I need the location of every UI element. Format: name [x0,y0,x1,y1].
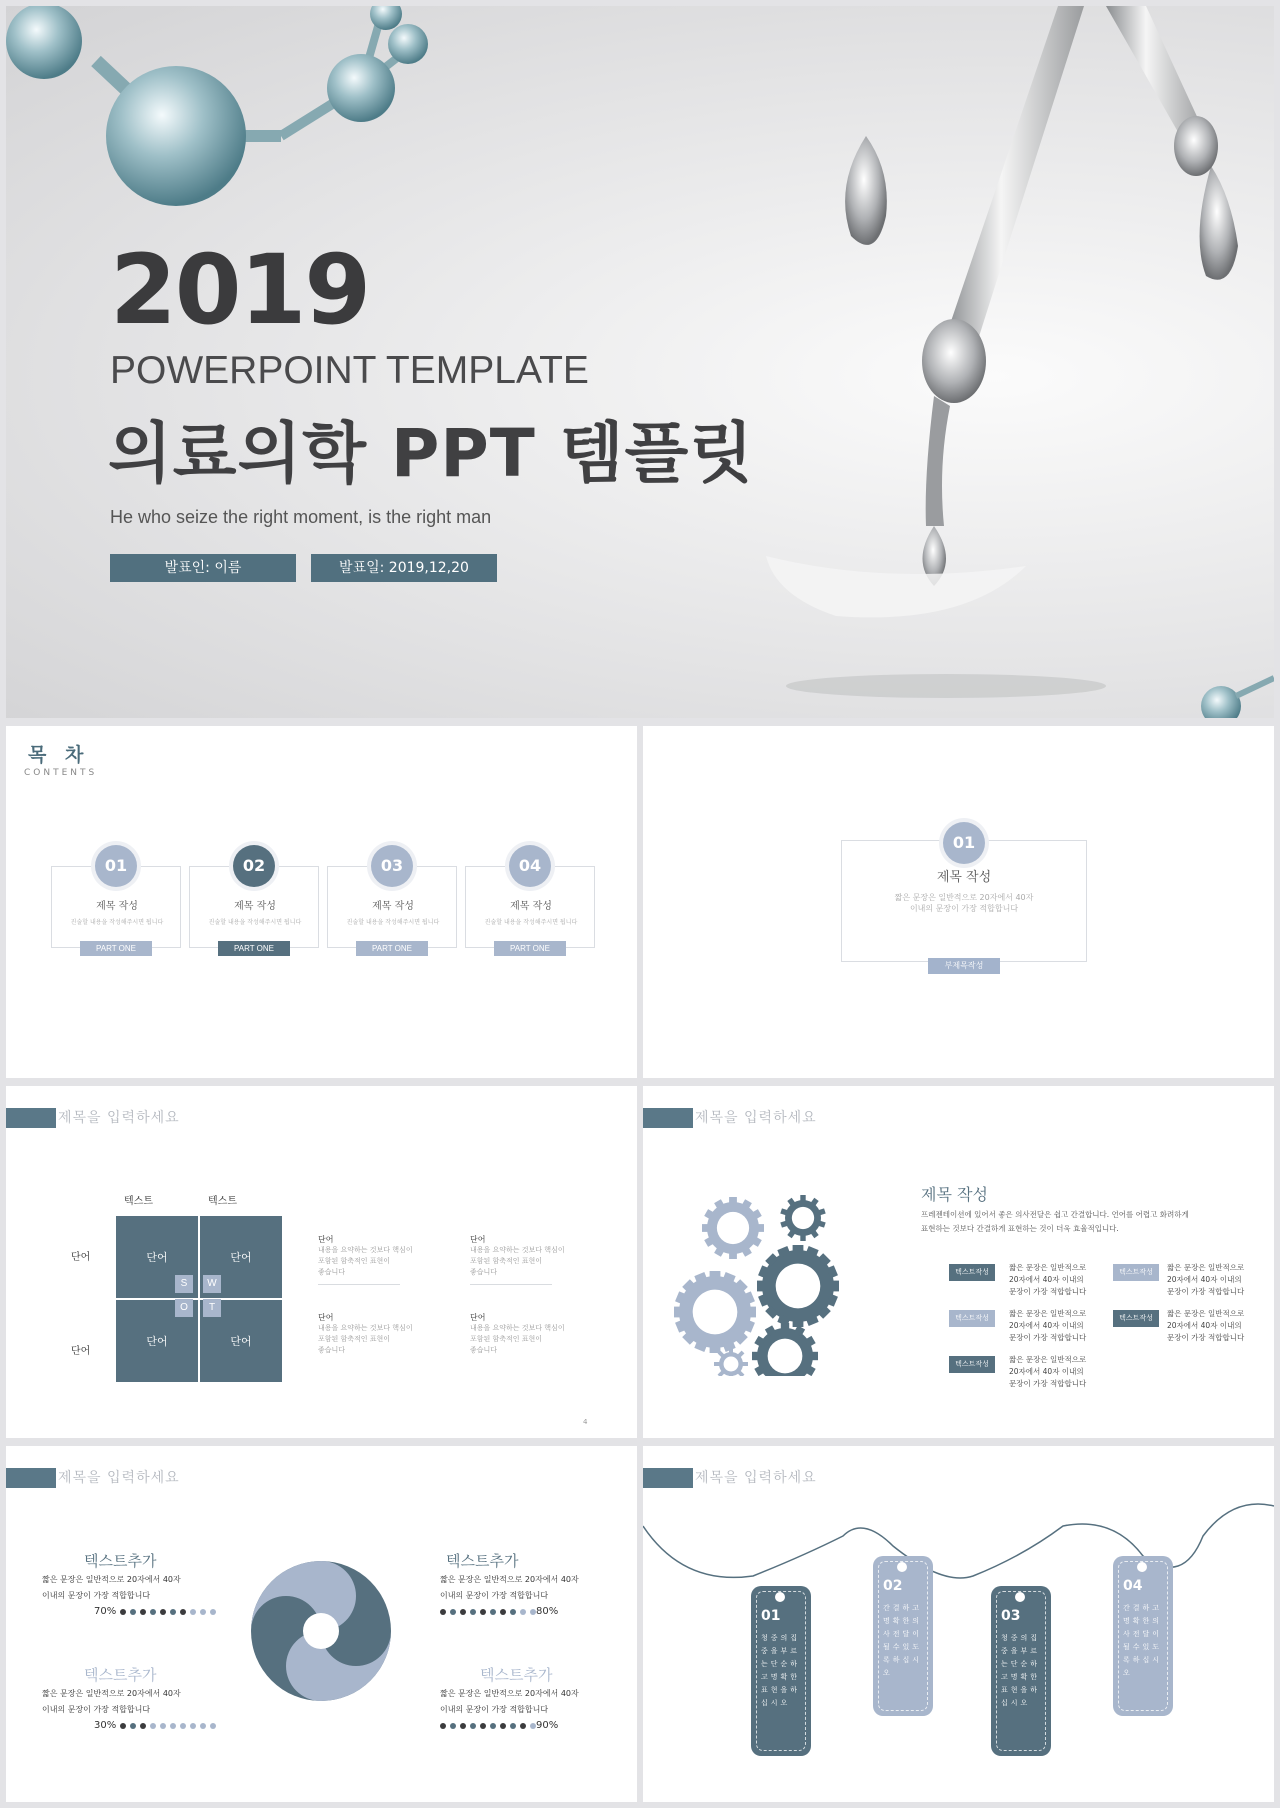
meter-dot [150,1723,156,1729]
card-title: 제목 작성 [96,901,138,912]
gears-desc [921,1208,1221,1236]
item-line: 문장이 가장 적합합니다 [1009,1333,1087,1342]
slide-title: 제목을 입력하세요 [695,1470,817,1486]
meter-dot [460,1609,466,1615]
meter-dot [130,1609,136,1615]
text-desc: 포함된 함축적인 표현이 [470,1335,543,1343]
item-line: 짧은 문장은 일반적으로 [1009,1263,1087,1272]
contents-title: 목 차 [28,744,90,766]
meter-dot [190,1609,196,1615]
percent-label: 90% [536,1720,559,1731]
feather-graphic [766,556,1026,617]
meter-dot [440,1609,446,1615]
meter-dot [190,1723,196,1729]
hero-tagline: He who seize the right moment, is the right man [110,507,492,527]
percent-label: 30% [94,1720,117,1731]
card-number: 04 [509,845,551,887]
text-tag: 텍스트작성 [949,1356,995,1373]
item-text [1167,1262,1259,1298]
divider [470,1284,552,1285]
item-line: 20자에서 40자 이내의 [1009,1321,1084,1330]
contents-slide [6,726,637,1078]
subtitle-button: 부제목작성 [928,958,1000,974]
item-line: 20자에서 40자 이내의 [1167,1321,1242,1330]
gear-icon [780,1195,825,1241]
meter-dot [180,1723,186,1729]
date-badge: 발표일: 2019,12,20 [311,554,497,582]
part-label: PART ONE [218,941,290,956]
meter-dot [510,1609,516,1615]
desc-line: 짧은 문장은 일반적으로 20자에서 40자 [42,1689,181,1698]
meter-dot [170,1723,176,1729]
dot-meter [120,1722,220,1730]
divider [318,1284,400,1285]
desc-line: 프레젠테이션에 있어서 좋은 의사전달은 쉽고 간결합니다. 언어를 어렵고 화려하게 [921,1210,1189,1219]
text-tag: 텍스트작성 [949,1264,995,1281]
text-title: 단어 [318,1313,334,1322]
swot-text-block [470,1234,580,1285]
swot-slide [6,1086,637,1438]
meter-dot [470,1723,476,1729]
meter-dot [530,1723,536,1729]
tag-number: 02 [883,1578,903,1594]
desc-line: 짧은 문장은 일반적으로 20자에서 40자 [440,1689,579,1698]
desc-line: 이내의 문장이 가장 적합합니다 [42,1591,151,1600]
text-tag: 텍스트작성 [949,1310,995,1327]
swot-cell: 단어 [116,1216,198,1298]
gear-icon [674,1271,756,1353]
item-line: 문장이 가장 적합합니다 [1009,1379,1087,1388]
percent-label: 80% [536,1606,559,1617]
desc-line: 이내의 문장이 가장 적합합니다 [440,1591,549,1600]
text-tag: 텍스트작성 [1113,1264,1159,1281]
section-number: 01 [943,822,985,864]
tag-text: 간결하고명확한의사전달이될수있도록하십시오 [1123,1604,1163,1677]
row-label: 단어 [71,1346,91,1357]
meter-dot [160,1609,166,1615]
item-text [1009,1262,1101,1298]
gear-icon [752,1323,818,1376]
tags-slide [643,1446,1274,1802]
item-line: 짧은 문장은 일반적으로 [1009,1355,1087,1364]
part-label: PART ONE [80,941,152,956]
item-line: 문장이 가장 적합합니다 [1009,1287,1087,1296]
card-desc: 진술할 내용을 작성해주시면 됩니다 [346,919,440,926]
desc-line: 이내의 문장이 가장 적합합니다 [440,1705,549,1714]
block-title: 텍스트추가 [446,1552,519,1570]
item-line: 문장이 가장 적합합니다 [1167,1333,1245,1342]
slide-title: 제목을 입력하세요 [58,1110,180,1126]
text-desc: 좋습니다 [470,1346,498,1354]
row-label: 단어 [71,1252,91,1263]
meter-dot [120,1609,126,1615]
tag-number: 01 [761,1608,781,1624]
block-desc [42,1572,242,1604]
text-title: 단어 [470,1313,486,1322]
section-desc-line: 짧은 문장은 일반적으로 20자에서 40자 [894,893,1034,902]
meter-dot [490,1723,496,1729]
molecule-graphic [6,6,428,206]
meter-dot [480,1723,486,1729]
hang-tag [1113,1556,1173,1716]
swot-text-block [470,1312,580,1356]
item-line: 20자에서 40자 이내의 [1167,1275,1242,1284]
swot-text-block [318,1234,428,1285]
section-title: 제목 작성 [936,870,992,885]
tag-number: 03 [1001,1608,1021,1624]
text-desc: 포함된 함축적인 표현이 [470,1257,543,1265]
gear-icon [702,1197,764,1259]
hero-title: 의료의학 PPT 템플릿 [108,415,755,492]
gears-graphic [673,1176,853,1376]
card-title: 제목 작성 [234,901,276,912]
meter-dot [120,1723,126,1729]
header-bar [643,1108,693,1128]
meter-dot [450,1723,456,1729]
hero-year: 2019 [110,234,370,346]
hero-subtitle: POWERPOINT TEMPLATE [110,349,589,392]
block-title: 텍스트추가 [480,1666,553,1684]
item-text [1009,1308,1101,1344]
hang-tag [873,1556,933,1716]
meter-dot [140,1609,146,1615]
block-desc [440,1686,637,1718]
meter-dot [170,1609,176,1615]
slide-title: 제목을 입력하세요 [695,1110,817,1126]
item-line: 문장이 가장 적합합니다 [1167,1287,1245,1296]
meter-dot [450,1609,456,1615]
meter-dot [520,1609,526,1615]
gear-icon [757,1245,839,1327]
text-desc: 내용을 요약하는 것보다 핵심이 [470,1324,565,1332]
swirl-graphic [246,1556,396,1706]
card-desc: 진술할 내용을 작성해주시면 됩니다 [70,919,164,926]
swot-letter: W [203,1275,221,1293]
card-desc: 진술할 내용을 작성해주시면 됩니다 [208,919,302,926]
desc-line: 이내의 문장이 가장 적합합니다 [42,1705,151,1714]
item-text [1009,1354,1101,1390]
block-desc [440,1572,637,1604]
card-title: 제목 작성 [510,901,552,912]
meter-dot [200,1609,206,1615]
card-number: 01 [95,845,137,887]
swot-letter: T [203,1299,221,1317]
text-desc: 내용을 요약하는 것보다 핵심이 [318,1324,413,1332]
card-title: 제목 작성 [372,901,414,912]
dropper-graphic [845,6,1238,586]
text-desc: 포함된 함축적인 표현이 [318,1257,391,1265]
gears-slide [643,1086,1274,1438]
text-desc: 내용을 요약하는 것보다 핵심이 [470,1246,565,1254]
text-tag: 텍스트작성 [1113,1310,1159,1327]
item-line: 20자에서 40자 이내의 [1009,1367,1084,1376]
swot-letter: O [175,1299,193,1317]
swot-text-block [318,1312,428,1356]
block-title: 텍스트추가 [84,1552,157,1570]
meter-dot [460,1723,466,1729]
text-title: 단어 [318,1235,334,1244]
part-label: PART ONE [494,941,566,956]
tag-text: 간결하고명확한의사전달이될수있도록하십시오 [883,1604,923,1677]
meter-dot [470,1609,476,1615]
meter-dot [480,1609,486,1615]
string-line [643,1446,1274,1802]
text-desc: 포함된 함축적인 표현이 [318,1335,391,1343]
item-line: 20자에서 40자 이내의 [1009,1275,1084,1284]
tag-text: 청중의집중을부르는단순하고명확한표현을하십시오 [1001,1634,1041,1707]
swot-cell: 단어 [200,1300,282,1382]
item-line: 짧은 문장은 일반적으로 [1167,1309,1245,1318]
card-number: 02 [233,845,275,887]
item-line: 짧은 문장은 일반적으로 [1009,1309,1087,1318]
header-bar [6,1108,56,1128]
text-desc: 좋습니다 [318,1346,346,1354]
slide-title: 제목을 입력하세요 [58,1470,180,1486]
meter-dot [140,1723,146,1729]
title-slide [6,6,1274,718]
column-label: 텍스트 [124,1196,153,1207]
swot-letter: S [175,1275,193,1293]
meter-dot [500,1609,506,1615]
tag-number: 04 [1123,1578,1143,1594]
item-text [1167,1308,1259,1344]
text-desc: 내용을 요약하는 것보다 핵심이 [318,1246,413,1254]
percent-label: 70% [94,1606,117,1617]
tag-text: 청중의집중을부르는단순하고명확한표현을하십시오 [761,1634,801,1707]
swot-cell: 단어 [116,1300,198,1382]
hang-tag [751,1586,811,1756]
meter-dot [530,1609,536,1615]
hang-tag [991,1586,1051,1756]
block-title: 텍스트추가 [84,1666,157,1684]
desc-line: 짧은 문장은 일반적으로 20자에서 40자 [440,1575,579,1584]
desc-line: 표현하는 것보다 간결하게 표현하는 것이 더욱 효율적입니다. [921,1224,1119,1233]
meter-dot [500,1723,506,1729]
meter-dot [210,1723,216,1729]
block-desc [42,1686,242,1718]
dot-meter [440,1608,540,1616]
meter-dot [130,1723,136,1729]
column-label: 텍스트 [208,1196,237,1207]
section-desc [841,892,1087,914]
meter-dot [160,1723,166,1729]
meter-dot [150,1609,156,1615]
part-label: PART ONE [356,941,428,956]
meter-dot [200,1723,206,1729]
meter-dot [440,1723,446,1729]
dot-meter [120,1608,220,1616]
meter-dot [210,1609,216,1615]
text-title: 단어 [470,1235,486,1244]
page-number: 4 [583,1418,588,1426]
section-desc-line: 이내의 문장이 가장 적합합니다 [909,904,1019,913]
text-desc: 좋습니다 [318,1268,346,1276]
text-desc: 좋습니다 [470,1268,498,1276]
presenter-badge: 발표인: 이름 [110,554,296,582]
header-bar [6,1468,56,1488]
meter-dot [510,1723,516,1729]
gear-icon [674,1195,839,1376]
contents-subtitle: CONTENTS [24,768,98,778]
card-desc: 진술할 내용을 작성해주시면 됩니다 [484,919,578,926]
gears-title: 제목 작성 [921,1185,988,1204]
meter-dot [180,1609,186,1615]
item-line: 짧은 문장은 일반적으로 [1167,1263,1245,1272]
progress-slide [6,1446,637,1802]
desc-line: 짧은 문장은 일반적으로 20자에서 40자 [42,1575,181,1584]
meter-dot [490,1609,496,1615]
meter-dot [520,1723,526,1729]
dot-meter [440,1722,540,1730]
section-slide [643,726,1274,1078]
swot-cell: 단어 [200,1216,282,1298]
card-number: 03 [371,845,413,887]
